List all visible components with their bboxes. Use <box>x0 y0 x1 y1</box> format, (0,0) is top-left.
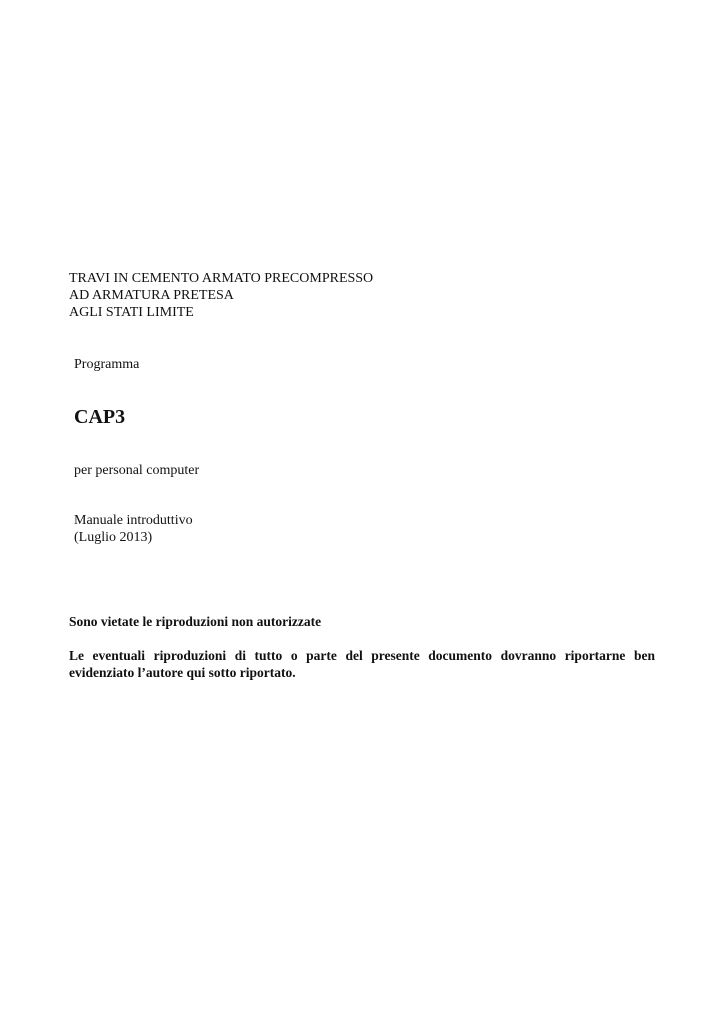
manual-info <box>74 512 655 546</box>
manual-title: Manuale introduttivo <box>74 513 193 528</box>
program-name: CAP3 <box>74 406 126 428</box>
program-subtitle: per personal computer <box>74 463 200 478</box>
title-line-1: TRAVI IN CEMENTO ARMATO PRECOMPRESSO <box>69 271 374 286</box>
title-line-3: AGLI STATI LIMITE <box>69 305 194 320</box>
notice-body: Le eventuali riproduzioni di tutto o parte del presente documento dovranno riportarne ben evidenziato l’autore qui sotto riportato. <box>69 648 655 680</box>
manual-date: (Luglio 2013) <box>74 530 153 545</box>
notice-heading: Sono vietate le riproduzioni non autorizzate <box>69 614 322 629</box>
program-label: Programma <box>74 357 140 372</box>
title-line-2: AD ARMATURA PRETESA <box>69 288 234 303</box>
document-title <box>69 270 655 321</box>
